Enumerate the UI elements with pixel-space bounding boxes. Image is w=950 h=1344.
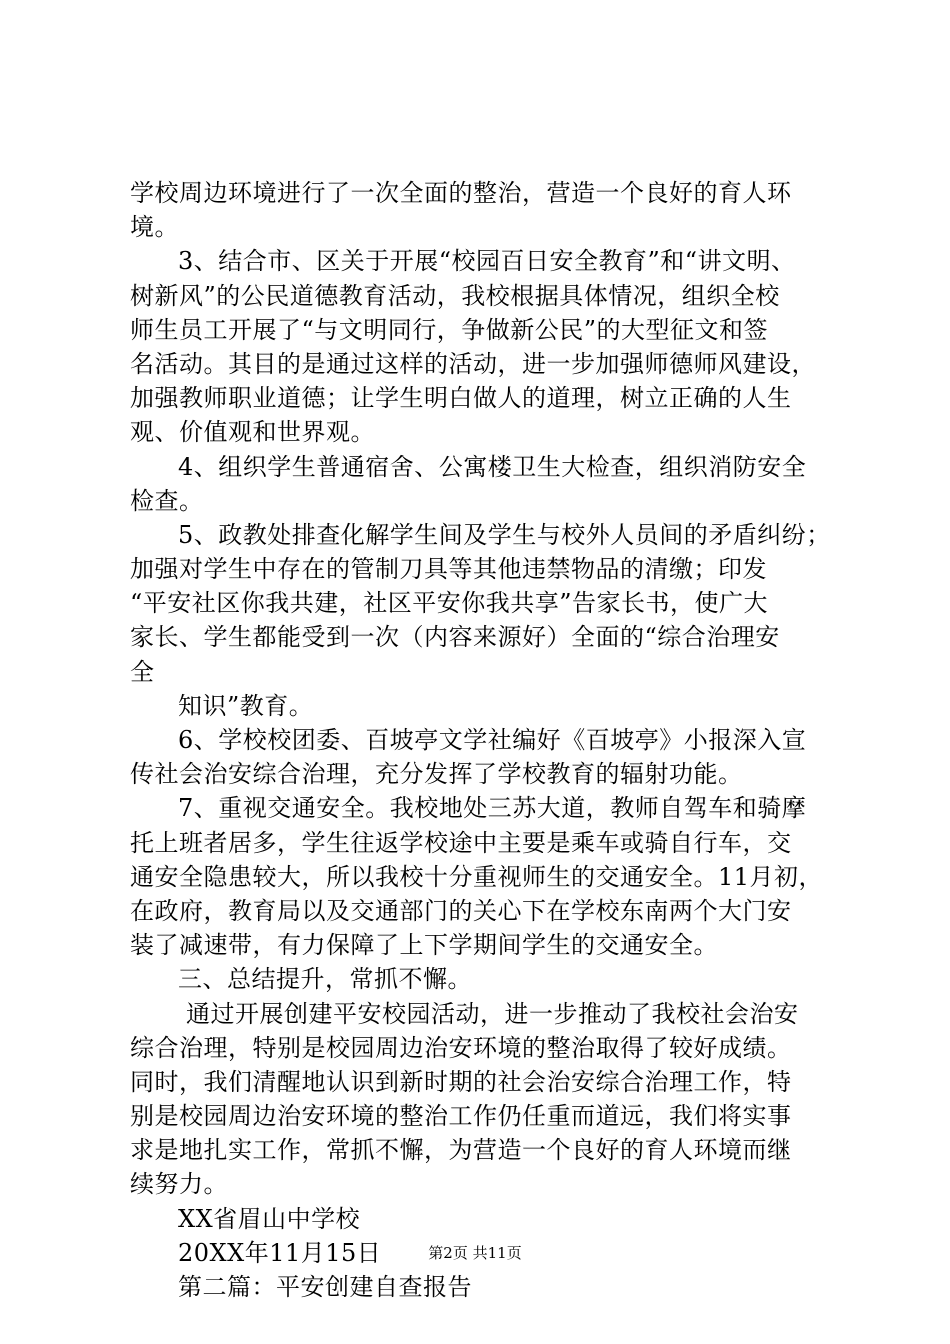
text-line: 4、组织学生普通宿舍、公寓楼卫生大检查，组织消防安全: [178, 452, 807, 481]
text-line: 境。: [130, 213, 179, 242]
text-line: 检查。: [130, 486, 204, 515]
text-line: 加强对学生中存在的管制刀具等其他违禁物品的清缴；印发: [130, 555, 767, 584]
text-line: 学校周边环境进行了一次全面的整治，营造一个良好的育人环: [130, 179, 792, 207]
page-footer: 第2页 共11页: [428, 1244, 522, 1262]
text-line: 师生员工开展了“与文明同行，争做新公民”的大型征文和签: [130, 315, 769, 344]
text-line: 3、结合市、区关于开展“校园百日安全教育”和“讲文明、: [178, 247, 796, 276]
text-line: 传社会治安综合治理，充分发挥了学校教育的辐射功能。: [130, 760, 743, 789]
text-line: “平安社区你我共建，社区平安你我共享”告家长书，使广大: [130, 589, 769, 618]
text-line: 托上班者居多，学生往返学校途中主要是乘车或骑自行车，交: [130, 828, 792, 857]
text-line: 知识”教育。: [178, 691, 314, 720]
text-line: 观、价值观和世界观。: [130, 418, 375, 447]
text-line: 装了减速带，有力保障了上下学期间学生的交通安全。: [130, 931, 718, 960]
text-line: 树新风”的公民道德教育活动，我校根据具体情况，组织全校: [130, 281, 780, 310]
document-body: [130, 176, 835, 1304]
text-line: 续努力。: [130, 1170, 228, 1199]
text-line: 通安全隐患较大，所以我校十分重视师生的交通安全。11月初，: [130, 862, 824, 891]
text-line: 5、政教处排查化解学生间及学生与校外人员间的矛盾纠纷；: [178, 520, 831, 549]
text-line: 三、总结提升，常抓不懈。: [178, 965, 472, 994]
text-line: 同时，我们清醒地认识到新时期的社会治安综合治理工作，特: [130, 1067, 792, 1096]
text-line: 第二篇：平安创建自查报告: [178, 1273, 472, 1301]
text-line: 名活动。其目的是通过这样的活动，进一步加强师德师风建设，: [130, 349, 816, 378]
text-line: 20XX年11月15日: [178, 1238, 382, 1267]
text-line: 综合治理，特别是校园周边治安环境的整治取得了较好成绩。: [130, 1033, 792, 1062]
text-line: 全: [130, 657, 155, 686]
text-line: 别是校园周边治安环境的整治工作仍任重而道远，我们将实事: [130, 1102, 792, 1131]
text-line: 在政府，教育局以及交通部门的关心下在学校东南两个大门安: [130, 896, 792, 925]
text-line: 7、重视交通安全。我校地处三苏大道，教师自驾车和骑摩: [178, 794, 807, 823]
text-line: 加强教师职业道德；让学生明白做人的道理，树立正确的人生: [130, 384, 792, 413]
text-line: 家长、学生都能受到一次（内容来源好）全面的“综合治理安: [130, 623, 780, 652]
text-line: 通过开展创建平安校园活动，进一步推动了我校社会治安: [186, 999, 799, 1028]
text-line: 6、学校校团委、百坡亭文学社编好《百坡亭》小报深入宣: [178, 726, 807, 754]
text-line: XX省眉山中学校: [178, 1204, 361, 1233]
text-line: 求是地扎实工作，常抓不懈，为营造一个良好的育人环境而继: [130, 1136, 792, 1165]
